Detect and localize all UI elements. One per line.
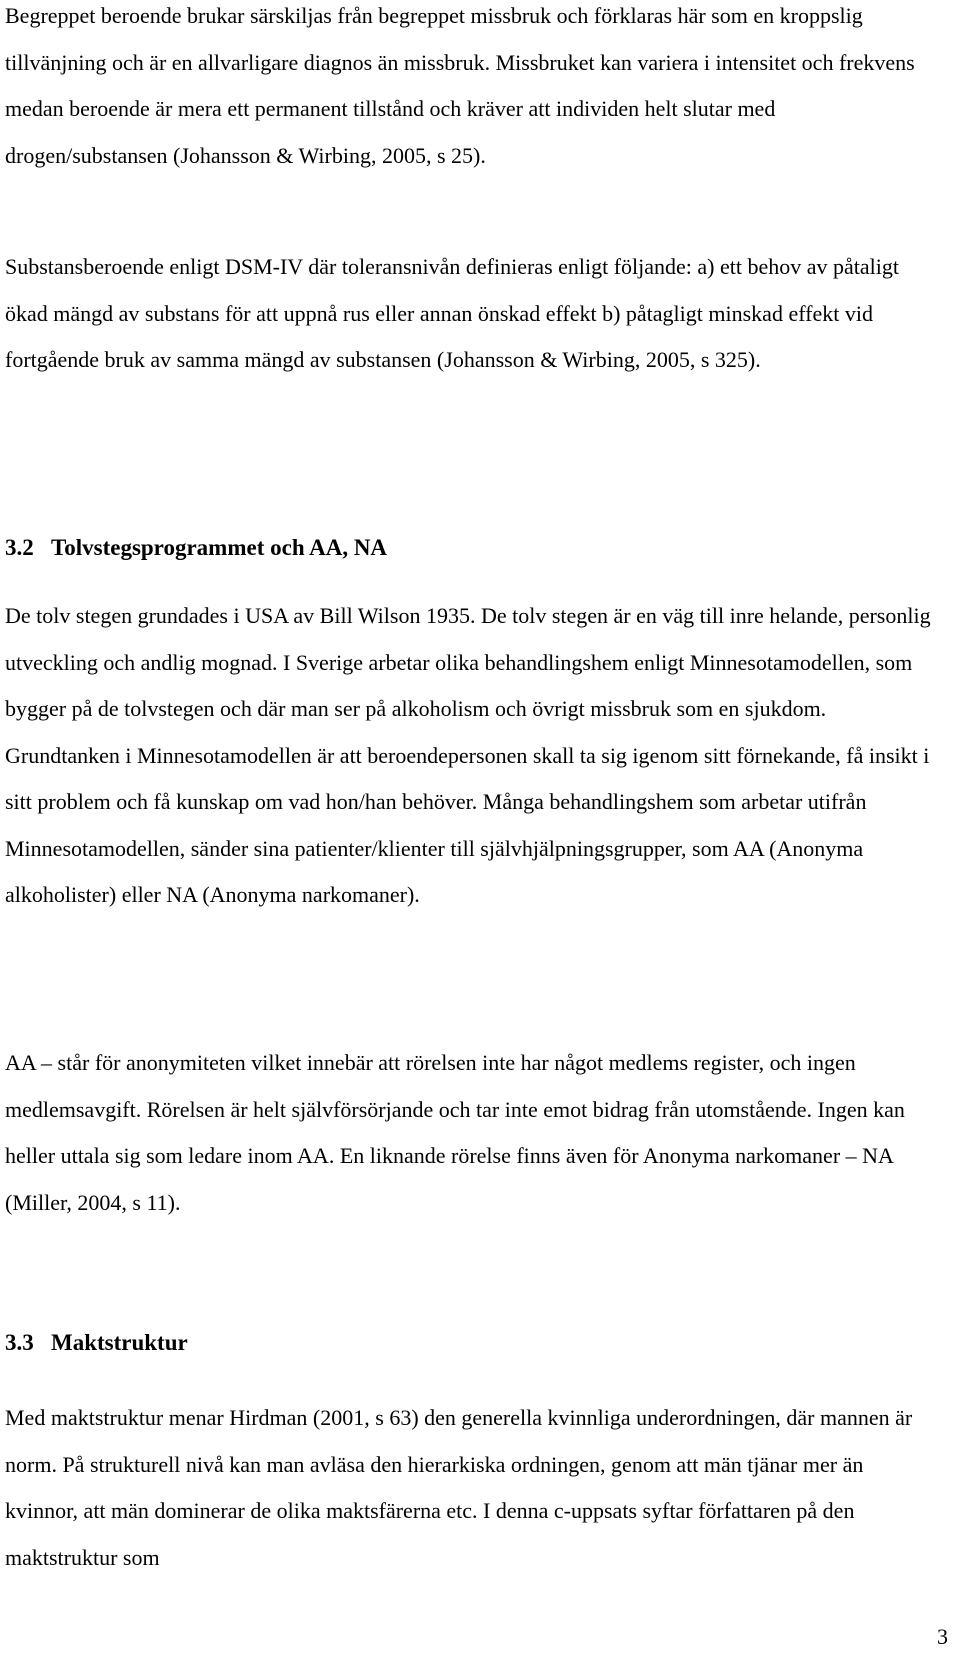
paragraph-twelve-steps: De tolv stegen grundades i USA av Bill Wilson 1935. De tolv stegen är en väg till inre helande, personlig utveckling och andlig mognad. I Sverige arbetar olika behandlingshem enligt Minnesotamodellen, som bygger på de tolvstegen och där man ser på alkoholism och övrigt missbruk som en sjukdom. Grundtanken i Minnesotamodellen är att beroendepersonen skall ta sig igenom sitt förnekande, få insikt i sitt problem och få kunskap om vad hon/han behöver. Många behandlingshem som arbetar utifrån Minnesotamodellen, sänder sina patienter/klienter till självhjälpningsgrupper, som AA (Anonyma alkoholister) eller NA (Anonyma narkomaner). <box>5 603 931 907</box>
paragraph-aa: AA – står för anonymiteten vilket innebär att rörelsen inte har något medlems register, och ingen medlemsavgift. Rörelsen är helt självförsörjande och tar inte emot bidrag från utomstående. Ingen kan heller uttala sig som ledare inom AA. En liknande rörelse finns även för Anonyma narkomaner – NA (Miller, 2004, s 11). <box>5 1050 905 1215</box>
section-title: Maktstruktur <box>51 1330 188 1355</box>
section-number: 3.2 <box>5 535 34 560</box>
paragraph-dependence-definition: Begreppet beroende brukar särskiljas från begreppet missbruk och förklaras här som en kroppslig tillvänjning och är en allvarligare diagnos än missbruk. Missbruket kan variera i intensitet och frekvens medan beroende är mera ett permanent tillstånd och kräver att individen helt slutar med drogen/substansen (Johansson & Wirbing, 2005, s 25). <box>5 3 915 168</box>
paragraph-power-structure: Med maktstruktur menar Hirdman (2001, s 63) den generella kvinnliga underordningen, där mannen är norm. På strukturell nivå kan man avläsa den hierarkiska ordningen, genom att män tjänar mer än kvinnor, att män dominerar de olika maktsfärerna etc. I denna c-uppsats syftar författaren på den maktstruktur som <box>5 1405 913 1570</box>
section-number: 3.3 <box>5 1330 34 1355</box>
section-heading-3-2 <box>5 533 387 563</box>
section-title: Tolvstegsprogrammet och AA, NA <box>51 535 388 560</box>
paragraph-dsm-iv: Substansberoende enligt DSM-IV där toleransnivån definieras enligt följande: a) ett behov av påtaligt ökad mängd av substans för att uppnå rus eller annan önskad effekt b) påtagligt minskad effekt vid fortgående bruk av samma mängd av substansen (Johansson & Wirbing, 2005, s 325). <box>5 254 900 372</box>
page-number: 3 <box>937 1624 948 1649</box>
section-heading-3-3 <box>5 1328 188 1358</box>
